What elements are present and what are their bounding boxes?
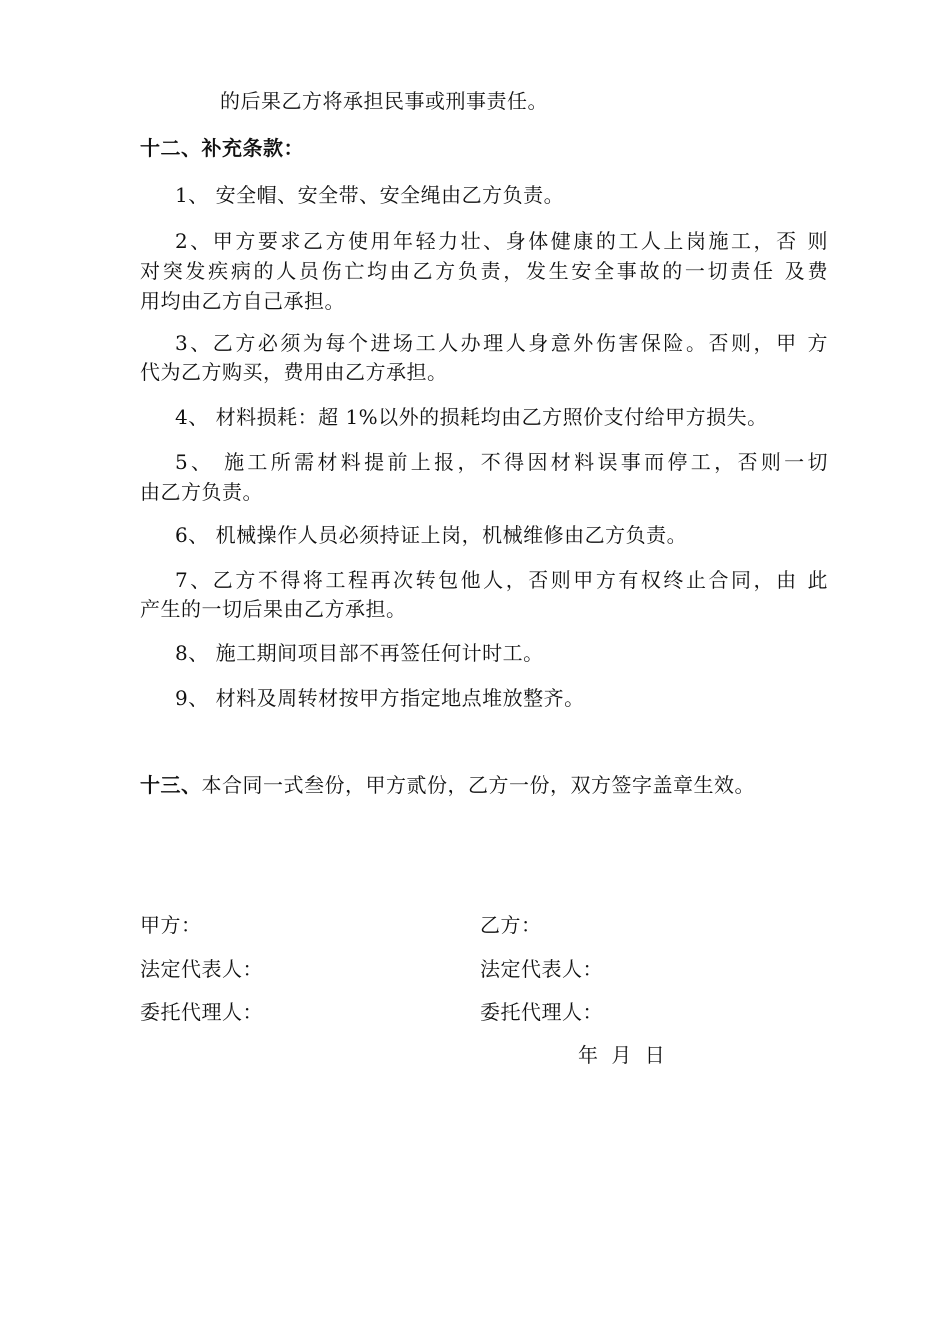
clause-5-line-1: 5、 施工所需材料提前上报，不得因材料误事而停工，否则一切 (175, 450, 828, 474)
clause-2-line-3: 用均由乙方自己承担。 (140, 289, 345, 313)
clause-3-line-1: 3、乙方必须为每个进场工人办理人身意外伤害保险。否则，甲 方 (175, 331, 828, 355)
section-12-heading: 十二、补充条款： (140, 136, 304, 160)
party-b-label: 乙方： (480, 913, 542, 937)
agent-a-label: 委托代理人： (140, 1000, 263, 1024)
clause-3-line-2: 代为乙方购买，费用由乙方承担。 (140, 360, 448, 384)
party-a-label: 甲方： (140, 913, 202, 937)
clause-2-line-1: 2、甲方要求乙方使用年轻力壮、身体健康的工人上岗施工，否 则 (175, 229, 828, 253)
clause-4-line-1: 4、 材料损耗：超 1%以外的损耗均由乙方照价支付给甲方损失。 (175, 405, 768, 429)
clause-1-line-1: 1、 安全帽、安全带、安全绳由乙方负责。 (175, 183, 565, 207)
clause-7-line-1: 7、乙方不得将工程再次转包他人，否则甲方有权终止合同，由 此 (175, 568, 828, 592)
clause-8-line-1: 8、 施工期间项目部不再签任何计时工。 (175, 641, 544, 665)
signature-date: 年 月 日 (578, 1043, 666, 1067)
section-13-text: 本合同一式叁份，甲方贰份，乙方一份，双方签字盖章生效。 (201, 773, 755, 797)
section-13-heading: 十三、 (140, 773, 202, 797)
legal-rep-b-label: 法定代表人： (480, 957, 603, 981)
clause-9-line-1: 9、 材料及周转材按甲方指定地点堆放整齐。 (175, 686, 585, 710)
agent-b-label: 委托代理人： (480, 1000, 603, 1024)
clause-5-line-2: 由乙方负责。 (140, 480, 263, 504)
clause-7-line-2: 产生的一切后果由乙方承担。 (140, 597, 407, 621)
clause-2-line-2: 对突发疾病的人员伤亡均由乙方负责，发生安全事故的一切责任 及费 (140, 259, 828, 283)
section-13-paragraph (140, 770, 755, 800)
legal-rep-a-label: 法定代表人： (140, 957, 263, 981)
intro-tail-text: 的后果乙方将承担民事或刑事责任。 (220, 89, 548, 113)
clause-6-line-1: 6、 机械操作人员必须持证上岗，机械维修由乙方负责。 (175, 523, 688, 547)
